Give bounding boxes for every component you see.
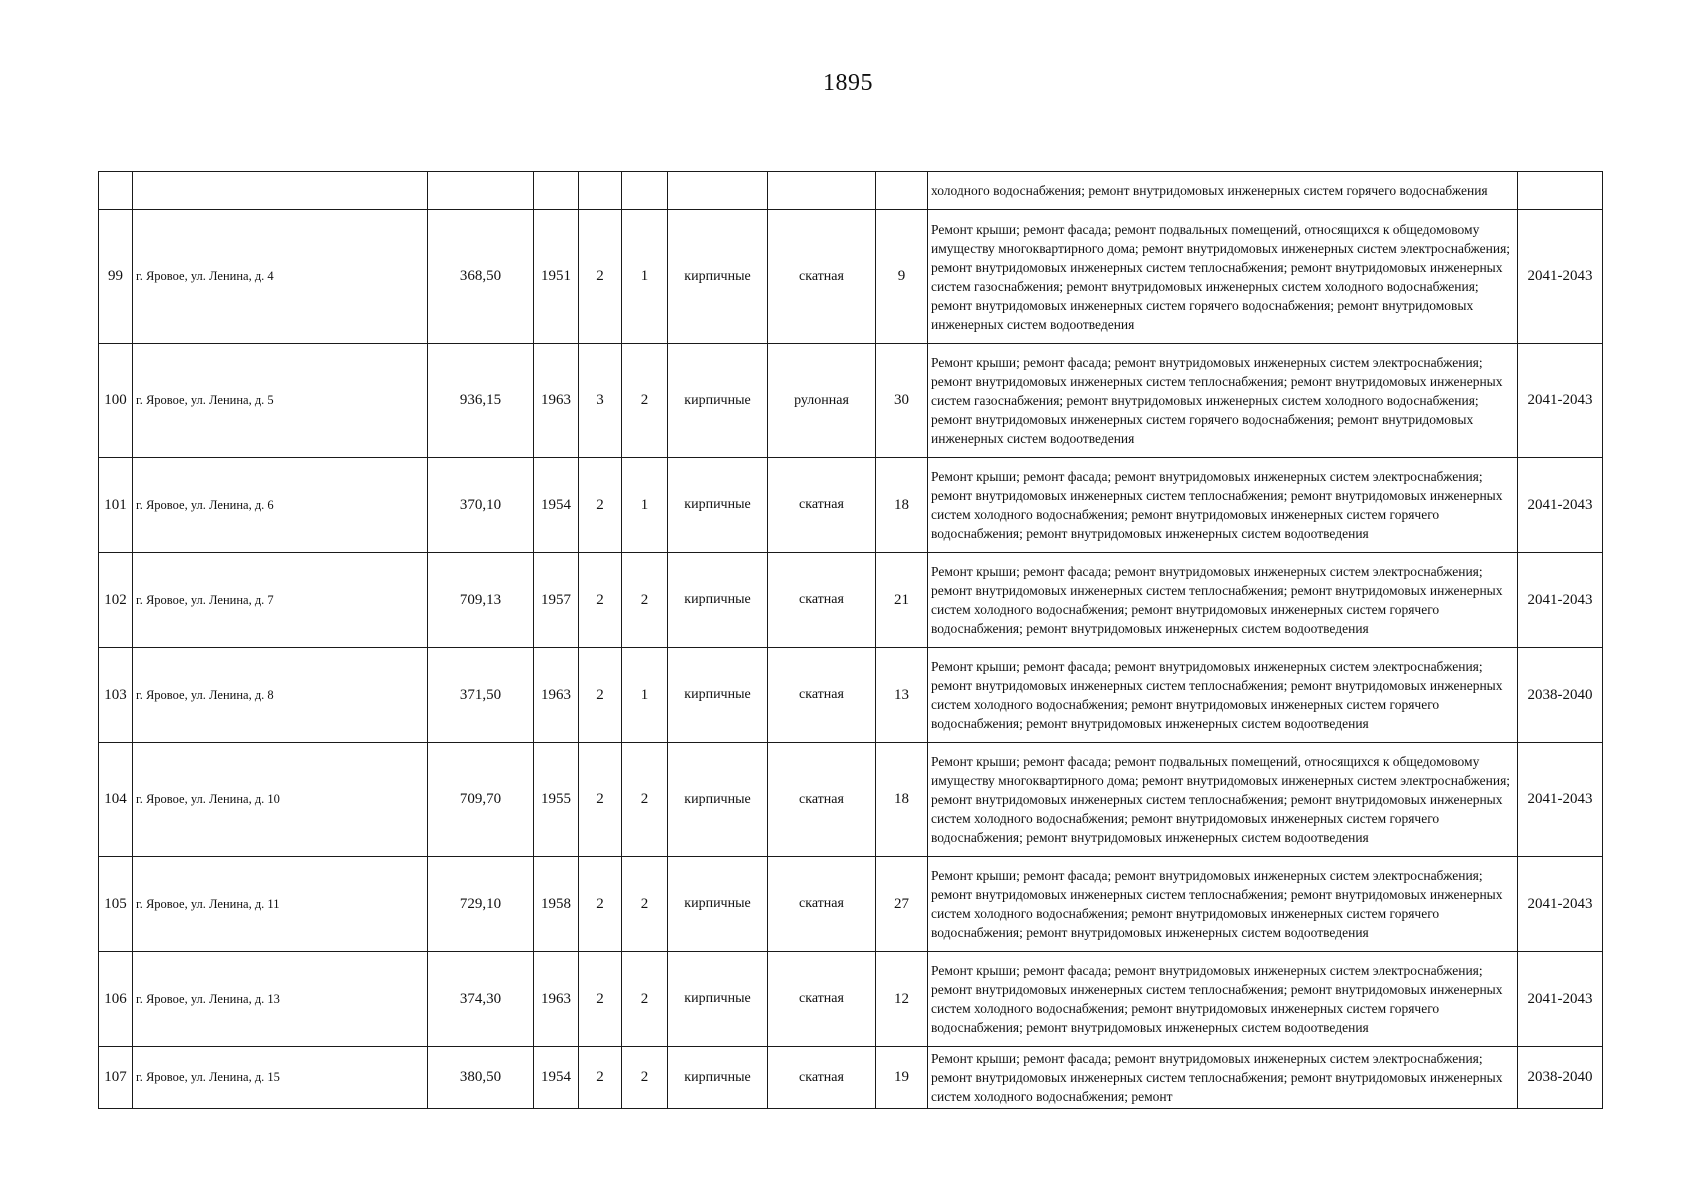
table-row [99, 952, 1603, 1047]
year-cell: 1951 [534, 210, 579, 344]
row-number: 104 [99, 743, 133, 857]
year-cell: 1957 [534, 553, 579, 648]
walls-material-cell [668, 172, 768, 210]
repair-period-cell: 2041-2043 [1518, 344, 1603, 458]
repair-period-cell: 2041-2043 [1518, 553, 1603, 648]
floors-cell: 2 [579, 458, 622, 553]
repair-period-cell: 2041-2043 [1518, 210, 1603, 344]
table-row [99, 172, 1603, 210]
table-row [99, 857, 1603, 952]
area-cell: 374,30 [428, 952, 534, 1047]
row-number: 101 [99, 458, 133, 553]
table-row [99, 210, 1603, 344]
entrances-cell: 2 [622, 553, 668, 648]
repair-period-cell: 2041-2043 [1518, 743, 1603, 857]
year-cell [534, 172, 579, 210]
repair-works-text: Ремонт крыши; ремонт фасада; ремонт подвальных помещений, относящихся к общедомовому имуществу многоквартирного дома; ремонт внутридомовых инженерных систем электроснабжения; ремонт внутридомовых инженерных систем теплоснабжения; ремонт внутридомовых инженерных систем газоснабжения; ремонт внутридомовых инженерных систем холодного водоснабжения; ремонт внутридомовых инженерных систем горячего водоснабжения; ремонт внутридомовых инженерных систем водоотведения [931, 221, 1511, 332]
address-cell: г. Яровое, ул. Ленина, д. 15 [133, 1047, 428, 1109]
table-body [99, 172, 1603, 1109]
table-row [99, 344, 1603, 458]
repair-works-cell [928, 553, 1518, 648]
floors-cell: 2 [579, 648, 622, 743]
apartments-cell: 13 [876, 648, 928, 743]
page-number: 1895 [823, 70, 873, 96]
floors-cell: 3 [579, 344, 622, 458]
repair-works-cell [928, 743, 1518, 857]
row-number: 103 [99, 648, 133, 743]
entrances-cell: 2 [622, 743, 668, 857]
repair-period-cell [1518, 172, 1603, 210]
apartments-cell: 18 [876, 743, 928, 857]
roof-type-cell: скатная [768, 553, 876, 648]
year-cell: 1954 [534, 458, 579, 553]
area-cell: 709,13 [428, 553, 534, 648]
repair-works-text: Ремонт крыши; ремонт фасада; ремонт внутридомовых инженерных систем электроснабжения; ремонт внутридомовых инженерных систем теплоснабжения; ремонт внутридомовых инженерных систем холодного водоснабжения; ремонт внутридомовых инженерных систем горячего водоснабжения; ремонт внутридомовых инженерных систем водоотведения [931, 963, 1503, 1035]
roof-type-cell: скатная [768, 743, 876, 857]
walls-material-cell: кирпичные [668, 210, 768, 344]
roof-type-cell: скатная [768, 857, 876, 952]
repair-period-cell: 2038-2040 [1518, 648, 1603, 743]
apartments-cell [876, 172, 928, 210]
area-cell: 936,15 [428, 344, 534, 458]
walls-material-cell: кирпичные [668, 458, 768, 553]
row-number: 102 [99, 553, 133, 648]
address-cell: г. Яровое, ул. Ленина, д. 13 [133, 952, 428, 1047]
repair-works-cell [928, 648, 1518, 743]
repair-works-cell [928, 458, 1518, 553]
area-cell: 709,70 [428, 743, 534, 857]
address-cell [133, 172, 428, 210]
repair-works-text: Ремонт крыши; ремонт фасада; ремонт внутридомовых инженерных систем электроснабжения; ремонт внутридомовых инженерных систем теплоснабжения; ремонт внутридомовых инженерных систем холодного водоснабжения; ремонт внутридомовых инженерных систем горячего водоснабжения; ремонт внутридомовых инженерных систем водоотведения [931, 564, 1503, 636]
apartments-cell: 12 [876, 952, 928, 1047]
roof-type-cell: скатная [768, 1047, 876, 1109]
entrances-cell: 1 [622, 210, 668, 344]
entrances-cell: 2 [622, 1047, 668, 1109]
apartments-cell: 19 [876, 1047, 928, 1109]
row-number [99, 172, 133, 210]
walls-material-cell: кирпичные [668, 857, 768, 952]
repair-works-cell [928, 952, 1518, 1047]
roof-type-cell: скатная [768, 648, 876, 743]
floors-cell: 2 [579, 952, 622, 1047]
entrances-cell: 1 [622, 648, 668, 743]
roof-type-cell: скатная [768, 210, 876, 344]
repair-period-cell: 2038-2040 [1518, 1047, 1603, 1109]
apartments-cell: 21 [876, 553, 928, 648]
walls-material-cell: кирпичные [668, 344, 768, 458]
year-cell: 1963 [534, 344, 579, 458]
repair-works-cell [928, 172, 1518, 210]
floors-cell [579, 172, 622, 210]
row-number: 107 [99, 1047, 133, 1109]
walls-material-cell: кирпичные [668, 743, 768, 857]
repair-works-text: холодного водоснабжения; ремонт внутридомовых инженерных систем горячего водоснабжения [931, 183, 1488, 198]
address-cell: г. Яровое, ул. Ленина, д. 5 [133, 344, 428, 458]
apartments-cell: 18 [876, 458, 928, 553]
floors-cell: 2 [579, 1047, 622, 1109]
roof-type-cell: скатная [768, 952, 876, 1047]
repair-works-text: Ремонт крыши; ремонт фасада; ремонт внутридомовых инженерных систем электроснабжения; ремонт внутридомовых инженерных систем теплоснабжения; ремонт внутридомовых инженерных систем холодного водоснабжения; ремонт внутридомовых инженерных систем горячего водоснабжения; ремонт внутридомовых инженерных систем водоотведения [931, 469, 1503, 541]
repair-works-text: Ремонт крыши; ремонт фасада; ремонт внутридомовых инженерных систем электроснабжения; ремонт внутридомовых инженерных систем теплоснабжения; ремонт внутридомовых инженерных систем холодного водоснабжения; ремонт [931, 1051, 1503, 1104]
table-row [99, 1047, 1603, 1109]
area-cell: 370,10 [428, 458, 534, 553]
repair-works-cell [928, 857, 1518, 952]
floors-cell: 2 [579, 743, 622, 857]
entrances-cell: 2 [622, 344, 668, 458]
apartments-cell: 30 [876, 344, 928, 458]
year-cell: 1955 [534, 743, 579, 857]
address-cell: г. Яровое, ул. Ленина, д. 6 [133, 458, 428, 553]
address-cell: г. Яровое, ул. Ленина, д. 4 [133, 210, 428, 344]
repair-works-cell [928, 210, 1518, 344]
year-cell: 1963 [534, 952, 579, 1047]
table-row [99, 553, 1603, 648]
housing-registry-table [98, 171, 1603, 1109]
area-cell: 729,10 [428, 857, 534, 952]
table-row [99, 648, 1603, 743]
entrances-cell: 2 [622, 952, 668, 1047]
table-row [99, 743, 1603, 857]
repair-works-cell [928, 344, 1518, 458]
address-cell: г. Яровое, ул. Ленина, д. 11 [133, 857, 428, 952]
table-row [99, 458, 1603, 553]
floors-cell: 2 [579, 553, 622, 648]
repair-works-text: Ремонт крыши; ремонт фасада; ремонт внутридомовых инженерных систем электроснабжения; ремонт внутридомовых инженерных систем теплоснабжения; ремонт внутридомовых инженерных систем газоснабжения; ремонт внутридомовых инженерных систем холодного водоснабжения; ремонт внутридомовых инженерных систем горячего водоснабжения; ремонт внутридомовых инженерных систем водоотведения [931, 355, 1503, 446]
walls-material-cell: кирпичные [668, 952, 768, 1047]
row-number: 106 [99, 952, 133, 1047]
repair-period-cell: 2041-2043 [1518, 857, 1603, 952]
year-cell: 1958 [534, 857, 579, 952]
repair-period-cell: 2041-2043 [1518, 458, 1603, 553]
address-cell: г. Яровое, ул. Ленина, д. 7 [133, 553, 428, 648]
repair-works-text: Ремонт крыши; ремонт фасада; ремонт внутридомовых инженерных систем электроснабжения; ремонт внутридомовых инженерных систем теплоснабжения; ремонт внутридомовых инженерных систем холодного водоснабжения; ремонт внутридомовых инженерных систем горячего водоснабжения; ремонт внутридомовых инженерных систем водоотведения [931, 868, 1503, 940]
row-number: 99 [99, 210, 133, 344]
apartments-cell: 9 [876, 210, 928, 344]
address-cell: г. Яровое, ул. Ленина, д. 8 [133, 648, 428, 743]
entrances-cell [622, 172, 668, 210]
address-cell: г. Яровое, ул. Ленина, д. 10 [133, 743, 428, 857]
floors-cell: 2 [579, 857, 622, 952]
entrances-cell: 1 [622, 458, 668, 553]
repair-works-text: Ремонт крыши; ремонт фасада; ремонт подвальных помещений, относящихся к общедомовому имуществу многоквартирного дома; ремонт внутридомовых инженерных систем электроснабжения; ремонт внутридомовых инженерных систем теплоснабжения; ремонт внутридомовых инженерных систем холодного водоснабжения; ремонт внутридомовых инженерных систем горячего водоснабжения; ремонт внутридомовых инженерных систем водоотведения [931, 754, 1511, 845]
walls-material-cell: кирпичные [668, 1047, 768, 1109]
floors-cell: 2 [579, 210, 622, 344]
roof-type-cell: скатная [768, 458, 876, 553]
walls-material-cell: кирпичные [668, 553, 768, 648]
repair-works-cell [928, 1047, 1518, 1109]
year-cell: 1954 [534, 1047, 579, 1109]
roof-type-cell [768, 172, 876, 210]
area-cell: 380,50 [428, 1047, 534, 1109]
year-cell: 1963 [534, 648, 579, 743]
area-cell: 368,50 [428, 210, 534, 344]
walls-material-cell: кирпичные [668, 648, 768, 743]
area-cell [428, 172, 534, 210]
repair-works-text: Ремонт крыши; ремонт фасада; ремонт внутридомовых инженерных систем электроснабжения; ремонт внутридомовых инженерных систем теплоснабжения; ремонт внутридомовых инженерных систем холодного водоснабжения; ремонт внутридомовых инженерных систем горячего водоснабжения; ремонт внутридомовых инженерных систем водоотведения [931, 659, 1503, 731]
row-number: 100 [99, 344, 133, 458]
row-number: 105 [99, 857, 133, 952]
area-cell: 371,50 [428, 648, 534, 743]
entrances-cell: 2 [622, 857, 668, 952]
apartments-cell: 27 [876, 857, 928, 952]
roof-type-cell: рулонная [768, 344, 876, 458]
repair-period-cell: 2041-2043 [1518, 952, 1603, 1047]
